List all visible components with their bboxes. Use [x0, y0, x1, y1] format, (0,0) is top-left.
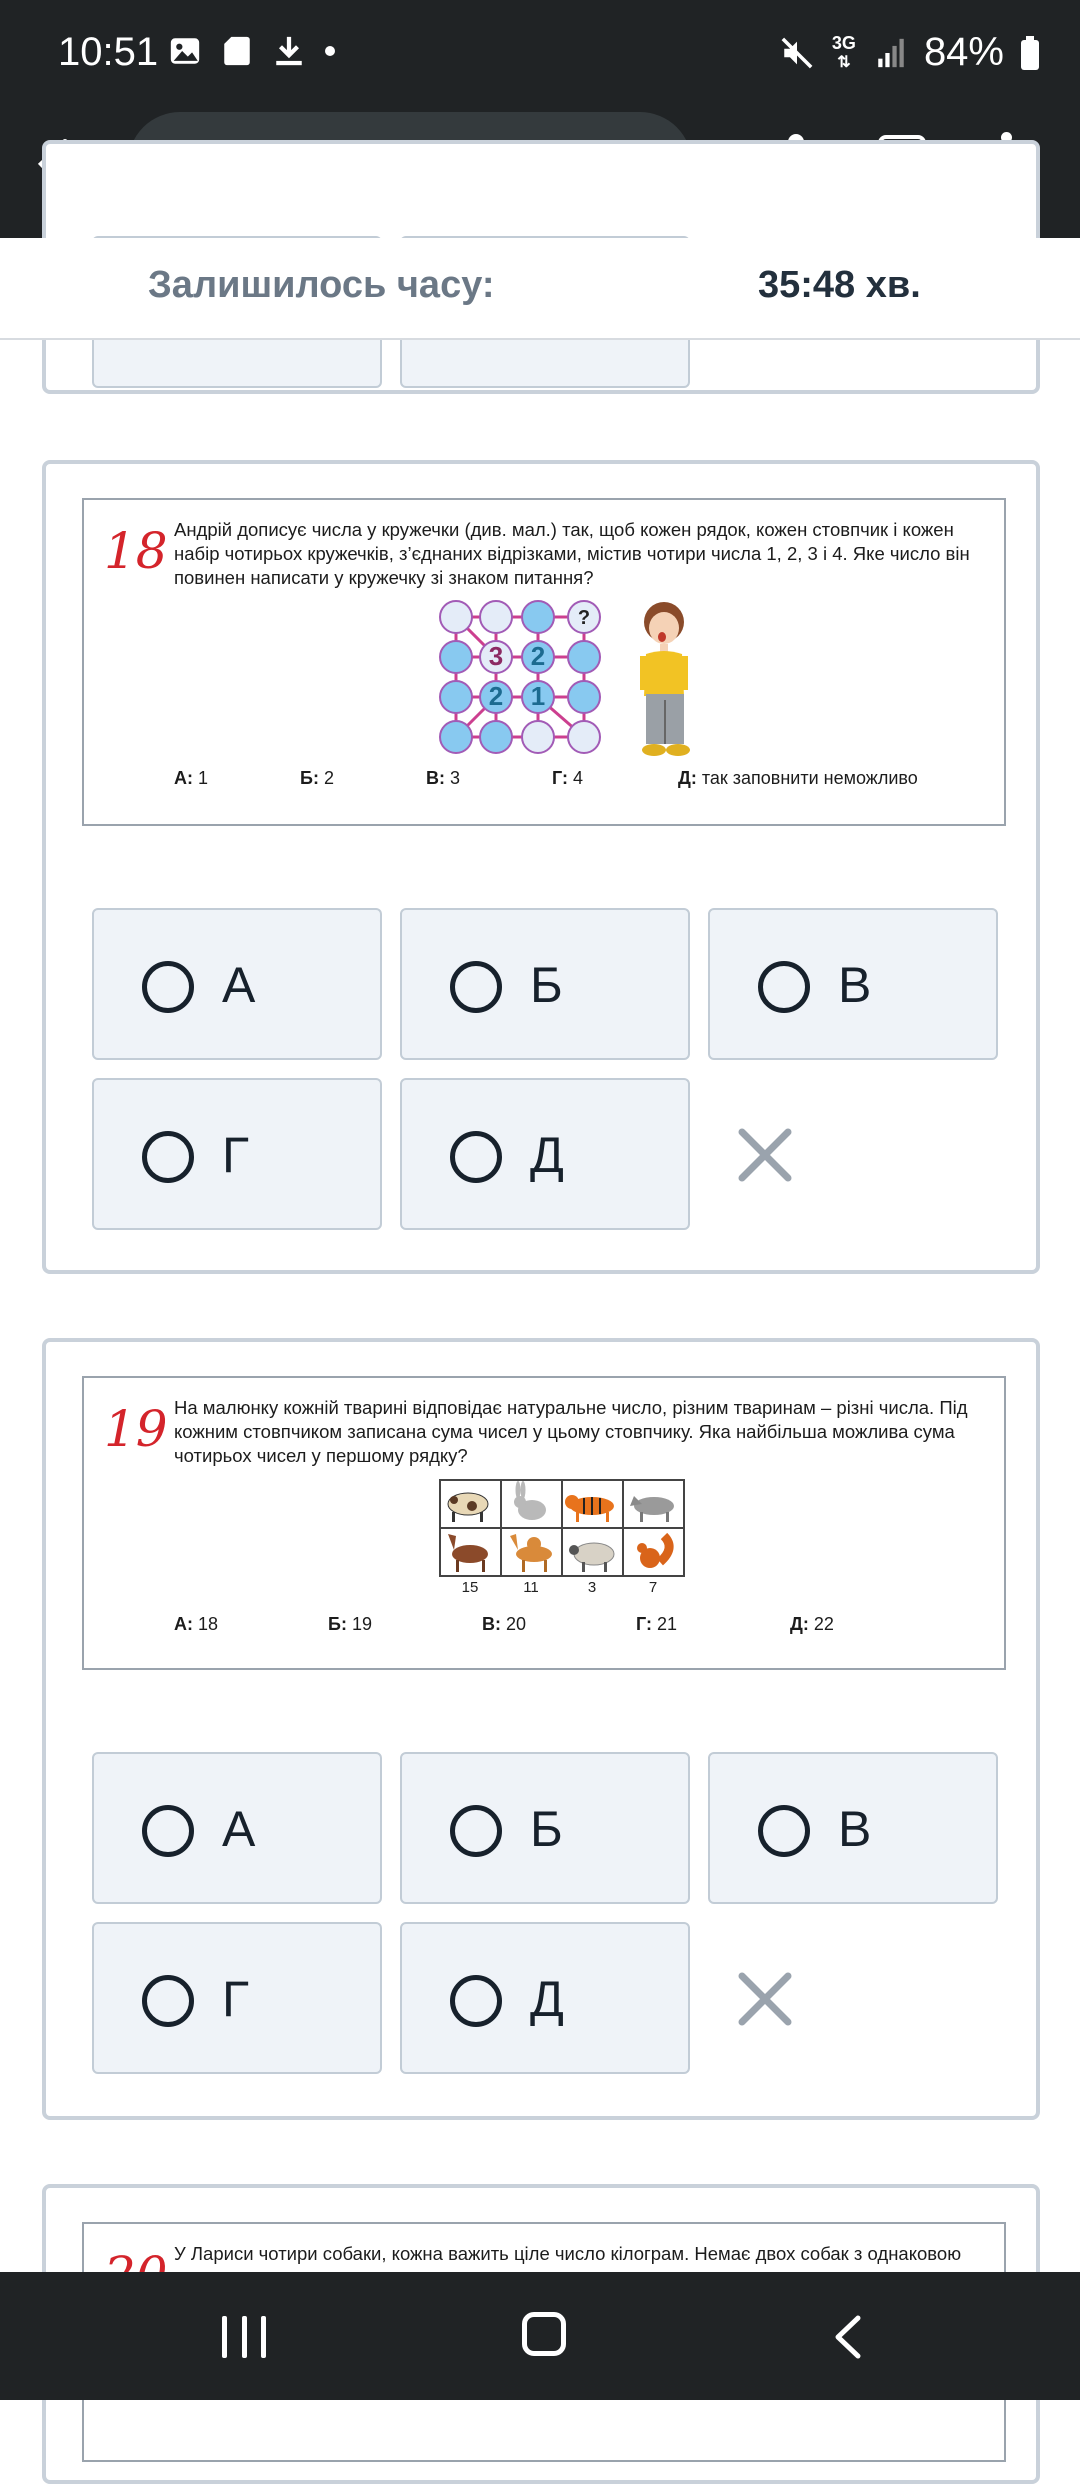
- option-label: В: [838, 957, 872, 1013]
- radio-icon[interactable]: [758, 1805, 810, 1857]
- radio-icon[interactable]: [758, 961, 810, 1013]
- battery-icon: [1020, 36, 1040, 70]
- option-button-a[interactable]: [92, 1752, 382, 1904]
- question-number: 18: [104, 522, 168, 580]
- column-sum: 11: [523, 1579, 539, 1596]
- boy-illustration: [632, 600, 702, 758]
- download-icon: [272, 34, 306, 68]
- answer-choices: [174, 1614, 994, 1640]
- answer-d: Д: 22: [790, 1614, 834, 1634]
- answer-choices: [174, 768, 994, 794]
- home-nav-icon[interactable]: [522, 2312, 566, 2356]
- option-label: Б: [530, 1801, 563, 1857]
- navigation-bar: [0, 2272, 1080, 2400]
- option-label: Г: [222, 1127, 250, 1183]
- clear-answer-icon[interactable]: [736, 1970, 794, 2028]
- figure-question-mark: ?: [577, 607, 591, 629]
- answer-v: В: 3: [426, 768, 461, 788]
- question-text: Андрій дописує числа у кружечки (див. мал.) так, щоб кожен рядок, кожен стовпчик і кожен набір чотирьох кружечків, з’єднаних відрізками, містив чотири числа 1, 2, 3 і 4. Яке число він повинен написати у кружечку зі знаком питання?: [174, 519, 970, 588]
- option-button-v[interactable]: [708, 1752, 998, 1904]
- network-type: 3G ⇅: [831, 32, 856, 71]
- answer-a: А: 1: [174, 768, 209, 788]
- status-bar: [0, 0, 1080, 110]
- dot-icon: [324, 45, 336, 57]
- answer-b: Б: 2: [300, 768, 334, 788]
- answer-d: Д: так заповнити неможливо: [678, 768, 918, 788]
- radio-icon[interactable]: [142, 961, 194, 1013]
- figure-number: 1: [530, 681, 546, 711]
- battery-percent: 84%: [923, 30, 1004, 74]
- option-button-b[interactable]: [400, 908, 690, 1060]
- radio-icon[interactable]: [450, 1975, 502, 2027]
- option-button-b[interactable]: [400, 1752, 690, 1904]
- system-icons: [780, 30, 1040, 75]
- status-time: 10:51: [58, 30, 159, 74]
- recent-apps-icon[interactable]: [222, 2316, 266, 2360]
- option-button-v[interactable]: [708, 908, 998, 1060]
- mute-icon: [780, 36, 814, 70]
- option-label: А: [222, 957, 256, 1013]
- option-button-d[interactable]: [400, 1078, 690, 1230]
- question-box-19: [82, 1376, 1006, 1670]
- radio-icon[interactable]: [142, 1131, 194, 1183]
- sd-card-icon: [220, 34, 254, 68]
- question-text: У Лариси чотири собаки, кожна важить ціле число кілограм. Немає двох собак з однаковою: [174, 2243, 962, 2264]
- back-icon[interactable]: [828, 2314, 868, 2360]
- question-card-19: [42, 1338, 1040, 2120]
- answer-g: Г: 4: [552, 768, 583, 788]
- option-button-g[interactable]: [92, 1922, 382, 2074]
- figure-number: 3: [488, 641, 504, 671]
- circle-grid-figure: [438, 600, 614, 758]
- timer-label: Залишилось часу:: [148, 264, 495, 306]
- option-label: Г: [222, 1971, 250, 2027]
- clear-answer-icon[interactable]: [736, 1126, 794, 1184]
- option-label: Д: [530, 1127, 564, 1183]
- animal-grid-figure: [438, 1478, 688, 1594]
- option-button-d[interactable]: [400, 1922, 690, 2074]
- option-label: Б: [530, 957, 563, 1013]
- option-button-a[interactable]: [92, 908, 382, 1060]
- answer-v: В: 20: [482, 1614, 527, 1634]
- column-sum: 7: [648, 1579, 658, 1596]
- radio-icon[interactable]: [450, 1805, 502, 1857]
- column-sum: 3: [587, 1579, 597, 1596]
- timer-bar: [0, 238, 1080, 340]
- question-text: На малюнку кожній тварині відповідає натуральне число, різним тваринам – різні числа. Під кожним стовпчиком записана сума чисел у цьому стовпчику. Яка найбільша можлива сума чотирьох чисел у першому рядку?: [174, 1397, 968, 1466]
- radio-icon[interactable]: [142, 1805, 194, 1857]
- network-type-label: 3G: [831, 32, 856, 53]
- question-number: 19: [104, 1400, 168, 1458]
- timer-value: 35:48 хв.: [758, 264, 921, 306]
- signal-icon: [874, 36, 908, 70]
- option-label: Д: [530, 1971, 564, 2027]
- question-card-18: [42, 460, 1040, 1274]
- option-label: В: [838, 1801, 872, 1857]
- image-icon: [168, 34, 202, 68]
- answer-b: Б: 19: [328, 1614, 372, 1634]
- option-button-g[interactable]: [92, 1078, 382, 1230]
- radio-icon[interactable]: [450, 961, 502, 1013]
- answer-g: Г: 21: [636, 1614, 678, 1634]
- radio-icon[interactable]: [450, 1131, 502, 1183]
- option-label: А: [222, 1801, 256, 1857]
- column-sum: 15: [461, 1579, 479, 1596]
- notification-icons: [168, 34, 336, 68]
- figure-number: 2: [488, 681, 504, 711]
- answer-a: А: 18: [174, 1614, 219, 1634]
- questions-scroll-area[interactable]: [0, 340, 1080, 2272]
- question-box-18: [82, 498, 1006, 826]
- radio-icon[interactable]: [142, 1975, 194, 2027]
- figure-number: 2: [530, 641, 546, 671]
